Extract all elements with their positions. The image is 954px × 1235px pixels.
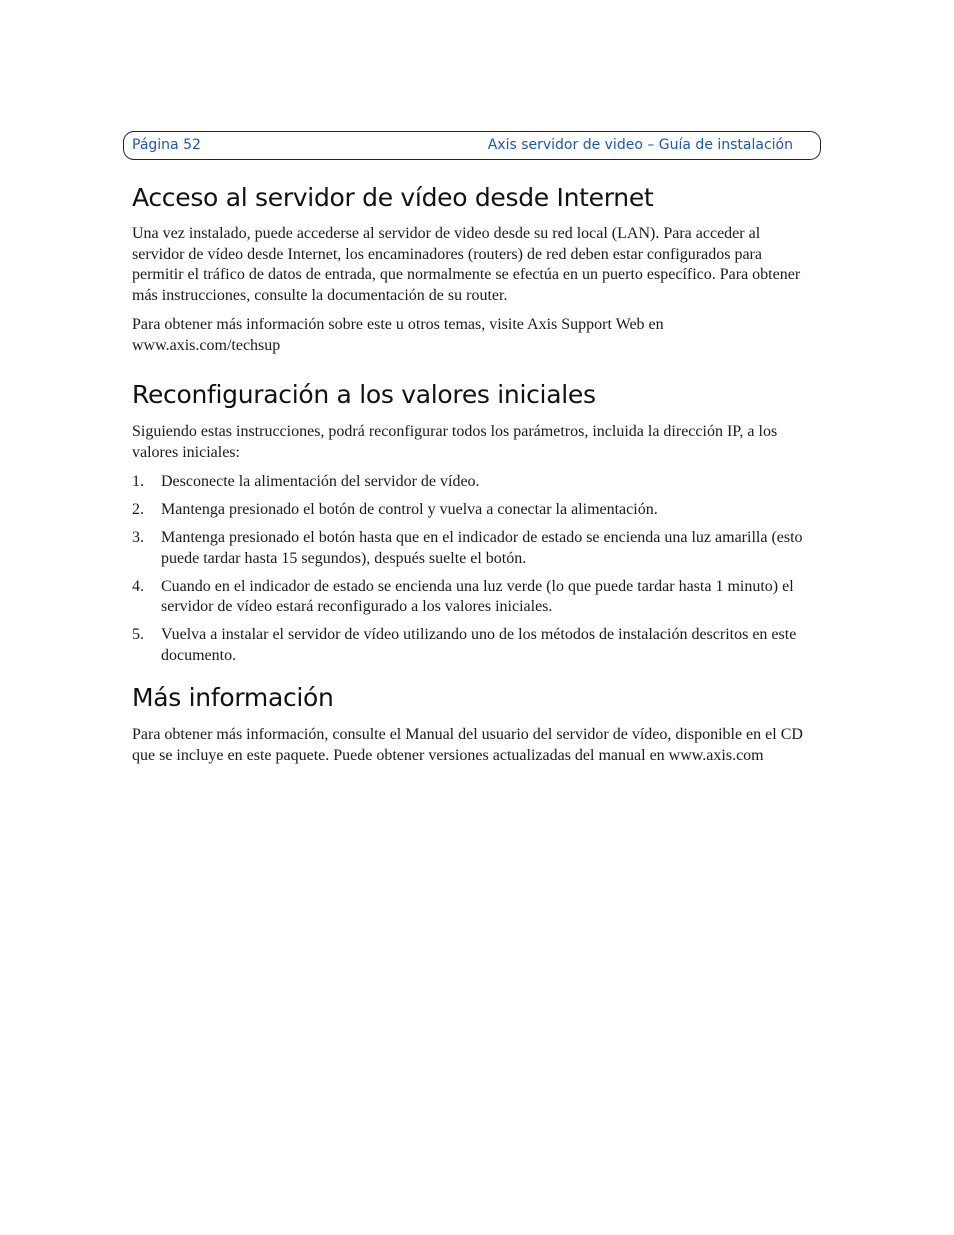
paragraph: Siguiendo estas instrucciones, podrá reconfigurar todos los parámetros, incluida la dirección IP, a los valores iniciales: — [132, 423, 778, 461]
page-number: Página 52 — [132, 137, 201, 153]
step-number: 2. — [132, 501, 144, 518]
step-text: Desconecte la alimentación del servidor de vídeo. — [161, 473, 480, 490]
document-title: Axis servidor de video – Guía de instalación — [487, 137, 793, 153]
step-number: 4. — [132, 577, 144, 595]
section-heading-internet-access: Acceso al servidor de vídeo desde Internet — [132, 183, 654, 212]
list-item — [132, 625, 812, 666]
page-header — [123, 131, 821, 160]
reset-steps-list — [132, 472, 812, 666]
page-content — [132, 178, 812, 766]
step-text: Vuelva a instalar el servidor de vídeo utilizando uno de los métodos de instalación descritos en este documento. — [161, 626, 797, 664]
paragraph: Una vez instalado, puede accederse al servidor de video desde su red local (LAN). Para acceder al servidor de vídeo desde Internet, los encaminadores (routers) de red deben estar configurados para permitir el tráfico de datos de entrada, que normalmente se efectúa en un puerto específico. Para obtener más instrucciones, consulte la documentación de su router. — [132, 225, 801, 304]
list-item — [132, 577, 812, 618]
section-heading-reset: Reconfiguración a los valores iniciales — [132, 380, 596, 409]
list-item — [132, 472, 812, 493]
step-number: 3. — [132, 529, 144, 546]
paragraph: Para obtener más información, consulte el Manual del usuario del servidor de vídeo, disponible en el CD que se incluye en este paquete. Puede obtener versiones actualizadas del manual en www.axis.com — [132, 726, 803, 764]
section-heading-more-info: Más información — [132, 683, 334, 712]
step-number: 5. — [132, 626, 144, 643]
step-number: 1. — [132, 473, 144, 490]
list-item — [132, 500, 812, 521]
list-item — [132, 528, 812, 569]
step-text: Mantenga presionado el botón de control y vuelva a conectar la alimentación. — [161, 501, 658, 518]
paragraph: Para obtener más información sobre este u otros temas, visite Axis Support Web en www.axis.com/techsup — [132, 316, 664, 354]
step-text: Cuando en el indicador de estado se encienda una luz verde (lo que puede tardar hasta 1 minuto) el servidor de vídeo estará reconfigurado a los valores iniciales. — [161, 577, 794, 615]
step-text: Mantenga presionado el botón hasta que en el indicador de estado se encienda una luz amarilla (esto puede tardar hasta 15 segundos), después suelte el botón. — [161, 529, 803, 567]
